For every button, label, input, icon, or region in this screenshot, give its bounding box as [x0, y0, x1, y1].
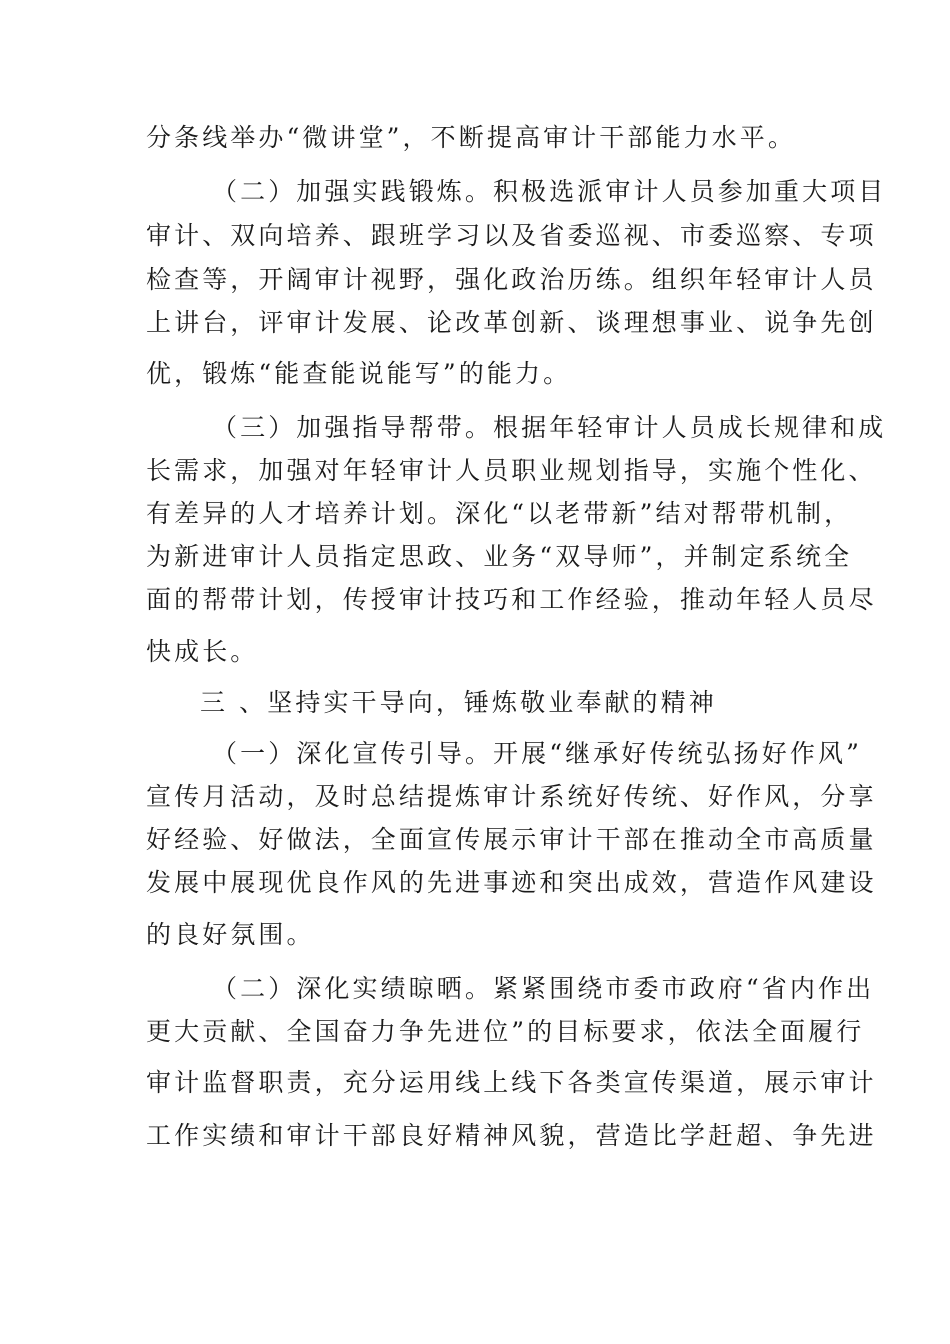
text-line: 快成长。 [146, 637, 259, 666]
text-line: 为新进审计人员指定思政、业务“双导师”，并制定系统全 [146, 542, 853, 571]
paragraph-start-line: （三）加强指导帮带。根据年轻审计人员成长规律和成 [212, 413, 887, 442]
text-line: 审计监督职责，充分运用线上线下各类宣传渠道，展示审计 [146, 1068, 877, 1097]
text-line: 有差异的人才培养计划。深化“以老带新”结对帮带机制， [146, 499, 853, 528]
text-line: 好经验、好做法，全面宣传展示审计干部在推动全市高质量 [146, 825, 877, 854]
text-line: 审计、双向培养、跟班学习以及省委巡视、市委巡察、专项 [146, 221, 877, 250]
text-line: 分条线举办“微讲堂”，不断提高审计干部能力水平。 [146, 123, 796, 152]
text-line: 长需求，加强对年轻审计人员职业规划指导，实施个性化、 [146, 456, 877, 485]
text-line: 的良好氛围。 [146, 920, 315, 949]
paragraph-start-line: （一）深化宣传引导。开展“继承好传统弘扬好作风” [212, 739, 862, 768]
paragraph-start-line: （二）加强实践锻炼。积极选派审计人员参加重大项目 [212, 177, 887, 206]
text-line: 工作实绩和审计干部良好精神风貌，营造比学赶超、争先进 [146, 1121, 877, 1150]
text-line: 宣传月活动，及时总结提炼审计系统好传统、好作风，分享 [146, 782, 877, 811]
text-line: 上讲台，评审计发展、论改革创新、谈理想事业、说争先创 [146, 308, 877, 337]
text-line: 面的帮带计划，传授审计技巧和工作经验，推动年轻人员尽 [146, 585, 877, 614]
paragraph-start-line: （二）深化实绩晾晒。紧紧围绕市委市政府“省内作出 [212, 974, 875, 1003]
text-line: 检查等，开阔审计视野，强化政治历练。组织年轻审计人员 [146, 265, 877, 294]
text-line: 更大贡献、全国奋力争先进位”的目标要求，依法全面履行 [146, 1017, 865, 1046]
text-line: 发展中展现优良作风的先进事迹和突出成效，营造作风建设 [146, 868, 877, 897]
text-line: 优，锻炼“能查能说能写”的能力。 [146, 359, 572, 388]
section-heading: 三 、坚持实干导向，锤炼敬业奉献的精神 [200, 688, 717, 717]
